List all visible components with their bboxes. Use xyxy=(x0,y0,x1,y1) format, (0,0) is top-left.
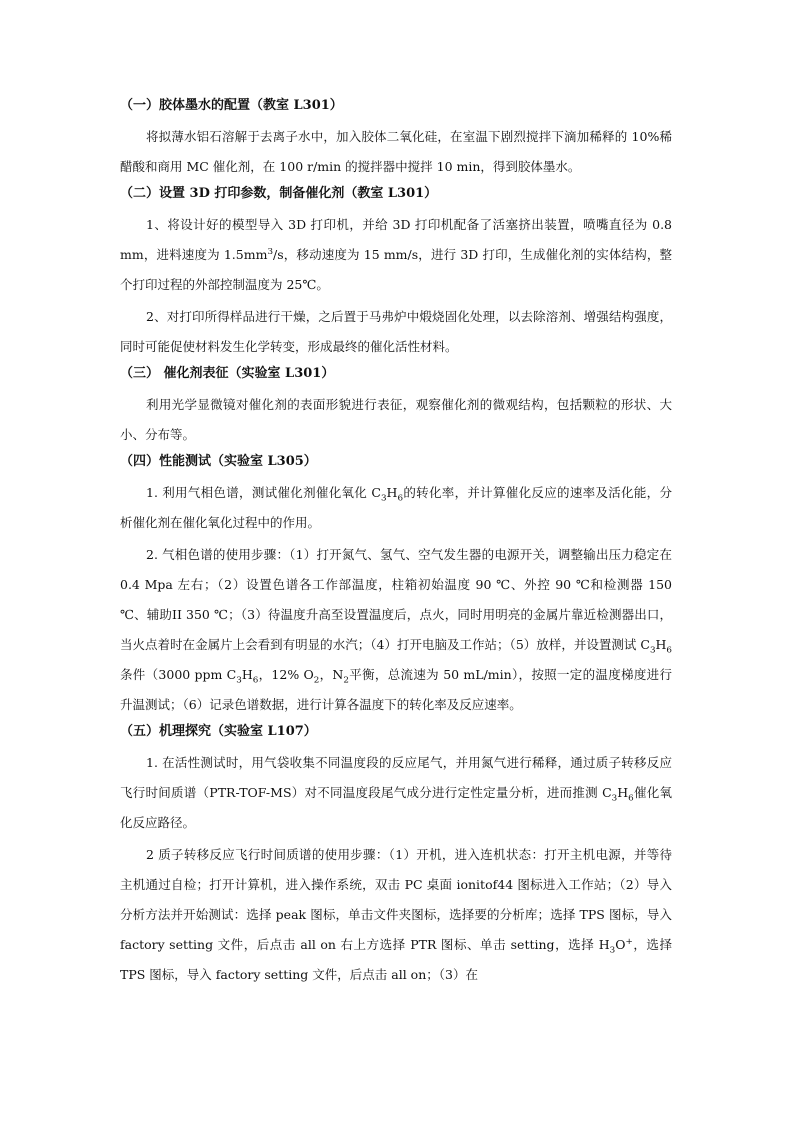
section-heading: （五）机理探究（实验室 L107） xyxy=(120,724,317,739)
text-run: /s，移动速度为 15 mm/s，进行 3D 打印，生成催化剂的实体结构，整个打印过程的外部控制温度为 25℃。 xyxy=(120,247,672,292)
section-heading: （一）胶体墨水的配置（教室 L301） xyxy=(120,98,343,113)
subscript: 3 xyxy=(609,945,616,956)
text-run: 1. 在活性测试时，用气袋收集不同温度段的反应尾气，并用氮气进行稀释，通过质子转移反应飞行时间质谱（PTR-TOF-MS）对不同温度段尾气成分进行定性定量分析，进而推测 C xyxy=(120,755,672,800)
text-run: 催化氧化反应路径。 xyxy=(120,785,672,830)
text-run: 的转化率，并计算催化反应的速率及活化能，分析催化剂在催化氧化过程中的作用。 xyxy=(120,485,672,530)
subscript: 6 xyxy=(666,645,672,656)
text-run: H xyxy=(655,637,667,652)
text-run: 2 质子转移反应飞行时间质谱的使用步骤：（1）开机，进入连机状态：打开主机电源，并等待主机通过自检；打开计算机，进入操作系统，双击 PC 桌面 ionitof44 图标进入工作站；（2）导入分析方法并开始测试：选择 peak 图标，单击文件夹图标，选择要的分析库；选择 TPS 图标，导入 factory setting 文件，后点击 all on 右上方选择 PTR 图标、单击 setting，选择 H xyxy=(120,847,672,952)
paragraph xyxy=(120,210,672,300)
section-heading: （三） 催化剂表征（实验室 L301） xyxy=(120,366,335,381)
subscript: 6 xyxy=(628,793,634,804)
subscript: 6 xyxy=(397,493,404,504)
text-run: 1、将设计好的模型导入 3D 打印机，并给 3D 打印机配备了活塞挤出装置，喷嘴直径为 0.8 mm，进料速度为 1.5mm xyxy=(120,217,672,262)
text-run: ，12% O xyxy=(258,667,314,682)
text-run: 利用光学显微镜对催化剂的表面形貌进行表征，观察催化剂的微观结构，包括颗粒的形状、大小、分布等。 xyxy=(120,397,672,442)
paragraph xyxy=(120,302,672,362)
text-run: H xyxy=(617,785,629,800)
text-run: ，N xyxy=(319,667,344,682)
text-run: 2. 气相色谱的使用步骤：（1）打开氮气、氢气、空气发生器的电源开关，调整输出压力稳定在 0.4 Mpa 左右；（2）设置色谱各工作部温度，柱箱初始温度 90 ℃、外控 90 ℃和检测器 150 ℃、辅助II 350 ℃；（3）待温度升高至设置温度后，点火，同时用明亮的金属片靠近检测器出口，当火点着时在金属片上会看到有明显的水汽；（4）打开电脑及工作站；（5）放样，并设置测试 C xyxy=(120,547,672,652)
subscript: 3 xyxy=(236,675,242,686)
paragraph xyxy=(120,540,672,720)
section-heading: （四）性能测试（实验室 L305） xyxy=(120,454,317,469)
subscript: 3 xyxy=(380,493,387,504)
text-run: 2、对打印所得样品进行干燥，之后置于马弗炉中煅烧固化处理，以去除溶剂、增强结构强度，同时可能促使材料发生化学转变，形成最终的催化活性材料。 xyxy=(120,309,672,354)
paragraph xyxy=(120,122,672,182)
text-run: O xyxy=(615,937,626,952)
document-body xyxy=(120,96,672,992)
section-heading: （二）设置 3D 打印参数，制备催化剂（教室 L301） xyxy=(120,186,438,201)
text-run: 将拟薄水铝石溶解于去离子水中，加入胶体二氧化硅，在室温下剧烈搅拌下滴加稀释的 10%稀醋酸和商用 MC 催化剂，在 100 r/min 的搅拌器中搅拌 10 min，得到胶体墨水。 xyxy=(120,129,672,174)
superscript: 3 xyxy=(267,246,274,257)
text-run: H xyxy=(241,667,253,682)
paragraph xyxy=(120,840,672,990)
text-run: 平衡，总流速为 50 mL/min），按照一定的温度梯度进行升温测试；（6）记录色谱数据，进行计算各温度下的转化率及反应速率。 xyxy=(120,667,672,712)
subscript: 3 xyxy=(649,645,656,656)
text-run: H xyxy=(386,485,398,500)
text-run: ，选择 TPS 图标，导入 factory setting 文件，后点击 all on；（3）在 xyxy=(120,937,672,982)
subscript: 3 xyxy=(611,793,618,804)
paragraph xyxy=(120,390,672,450)
paragraph xyxy=(120,478,672,538)
subscript: 6 xyxy=(252,675,259,686)
subscript: 2 xyxy=(313,675,320,686)
superscript: + xyxy=(625,936,633,947)
paragraph xyxy=(120,748,672,838)
subscript: 2 xyxy=(343,675,349,686)
text-run: 1. 利用气相色谱，测试催化剂催化氧化 C xyxy=(146,485,381,500)
text-run: 条件（3000 ppm C xyxy=(120,667,237,682)
